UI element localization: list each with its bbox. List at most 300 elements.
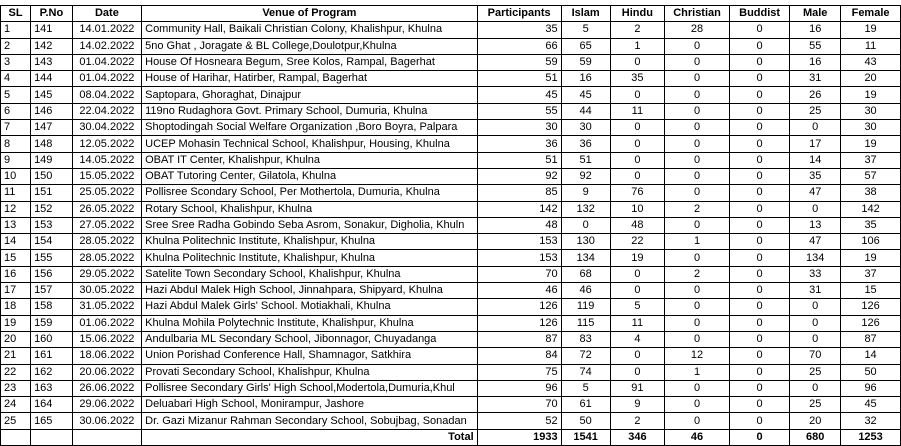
cell-female: 30 [841, 103, 901, 119]
table-row [1, 315, 901, 331]
cell-female: 19 [841, 87, 901, 103]
cell-venue: Pollisree Scondary School, Per Mothertola, Dumuria, Khulna [142, 185, 478, 201]
table-row [1, 380, 901, 396]
cell-male: 25 [790, 103, 841, 119]
cell-christian: 0 [665, 168, 730, 184]
cell-female: 87 [841, 331, 901, 347]
cell-venue: Khulna Politechnic Institute, Khalishpur, Khulna [142, 250, 478, 266]
table-row [1, 120, 901, 136]
cell-pno: 160 [31, 331, 73, 347]
total-row [1, 429, 901, 445]
cell-hindu: 91 [610, 380, 664, 396]
cell-pno: 144 [31, 71, 73, 87]
table-row [1, 250, 901, 266]
cell-islam: 72 [561, 348, 610, 364]
cell-venue: Khulna Mohila Polytechnic Institute, Khalishpur, Khulna [142, 315, 478, 331]
table-row [1, 331, 901, 347]
cell-participants: 59 [477, 54, 561, 70]
cell-venue: 119no Rudaghora Govt. Primary School, Dumuria, Khulna [142, 103, 478, 119]
cell-date: 18.06.2022 [72, 348, 141, 364]
cell-participants: 70 [477, 266, 561, 282]
cell-hindu: 0 [610, 136, 664, 152]
cell-venue: Saptopara, Ghoraghat, Dinajpur [142, 87, 478, 103]
cell-christian: 0 [665, 299, 730, 315]
cell-male: 35 [790, 168, 841, 184]
cell-participants: 92 [477, 168, 561, 184]
cell-islam: 130 [561, 234, 610, 250]
cell-date: 01.04.2022 [72, 71, 141, 87]
cell-male: 55 [790, 38, 841, 54]
cell-christian: 2 [665, 201, 730, 217]
cell-christian: 0 [665, 136, 730, 152]
cell-participants: 45 [477, 87, 561, 103]
cell-female: 37 [841, 266, 901, 282]
cell-female: 57 [841, 168, 901, 184]
cell-sl: 21 [1, 348, 31, 364]
cell-islam: 30 [561, 120, 610, 136]
table-row [1, 22, 901, 38]
cell-hindu: 0 [610, 87, 664, 103]
cell-male: 13 [790, 217, 841, 233]
cell-christian: 0 [665, 413, 730, 429]
cell-islam: 83 [561, 331, 610, 347]
cell-sl: 3 [1, 54, 31, 70]
cell-date: 31.05.2022 [72, 299, 141, 315]
cell-christian: 0 [665, 217, 730, 233]
cell-female: 126 [841, 315, 901, 331]
table-row [1, 185, 901, 201]
cell-pno: 161 [31, 348, 73, 364]
cell-christian: 28 [665, 22, 730, 38]
cell-hindu: 10 [610, 201, 664, 217]
cell-venue: Sree Sree Radha Gobindo Seba Asrom, Sonakur, Digholia, Khuln [142, 217, 478, 233]
cell-islam: 46 [561, 283, 610, 299]
header-participants: Participants [477, 6, 561, 22]
cell-pno: 149 [31, 152, 73, 168]
cell-hindu: 0 [610, 364, 664, 380]
cell-venue: Khulna Politechnic Institute, Khalishpur, Khulna [142, 234, 478, 250]
cell-hindu: 4 [610, 331, 664, 347]
cell-male: 0 [790, 120, 841, 136]
cell-christian: 0 [665, 283, 730, 299]
cell-christian: 12 [665, 348, 730, 364]
table-row [1, 87, 901, 103]
cell-female: 19 [841, 22, 901, 38]
cell-sl: 14 [1, 234, 31, 250]
cell-male: 47 [790, 185, 841, 201]
cell-christian: 1 [665, 364, 730, 380]
cell-pno: 143 [31, 54, 73, 70]
table-row [1, 152, 901, 168]
cell-buddist: 0 [729, 38, 789, 54]
cell-female: 11 [841, 38, 901, 54]
cell-sl: 12 [1, 201, 31, 217]
cell-participants: 126 [477, 299, 561, 315]
cell-buddist: 0 [729, 364, 789, 380]
cell-pno: 157 [31, 283, 73, 299]
cell-participants: 55 [477, 103, 561, 119]
table-row [1, 136, 901, 152]
cell-hindu: 0 [610, 266, 664, 282]
cell-date: 28.05.2022 [72, 250, 141, 266]
cell-venue: Union Porishad Conference Hall, Shamnagor, Satkhira [142, 348, 478, 364]
cell-hindu: 5 [610, 299, 664, 315]
cell-islam: 134 [561, 250, 610, 266]
cell-buddist: 0 [729, 168, 789, 184]
total-sl [1, 429, 31, 445]
cell-male: 70 [790, 348, 841, 364]
cell-date: 14.02.2022 [72, 38, 141, 54]
cell-islam: 9 [561, 185, 610, 201]
table-row [1, 266, 901, 282]
cell-date: 12.05.2022 [72, 136, 141, 152]
cell-date: 01.04.2022 [72, 54, 141, 70]
cell-christian: 0 [665, 103, 730, 119]
table-row [1, 348, 901, 364]
cell-buddist: 0 [729, 54, 789, 70]
table-row [1, 71, 901, 87]
cell-venue: Deluabari High School, Monirampur, Jashore [142, 397, 478, 413]
cell-islam: 44 [561, 103, 610, 119]
cell-sl: 18 [1, 299, 31, 315]
cell-hindu: 2 [610, 22, 664, 38]
header-christian: Christian [665, 6, 730, 22]
cell-islam: 74 [561, 364, 610, 380]
cell-pno: 141 [31, 22, 73, 38]
cell-hindu: 35 [610, 71, 664, 87]
header-sl: SL [1, 6, 31, 22]
cell-islam: 65 [561, 38, 610, 54]
cell-female: 19 [841, 250, 901, 266]
cell-buddist: 0 [729, 103, 789, 119]
table-row [1, 283, 901, 299]
cell-sl: 24 [1, 397, 31, 413]
cell-buddist: 0 [729, 266, 789, 282]
cell-female: 38 [841, 185, 901, 201]
cell-islam: 59 [561, 54, 610, 70]
cell-sl: 16 [1, 266, 31, 282]
cell-participants: 153 [477, 250, 561, 266]
cell-islam: 68 [561, 266, 610, 282]
cell-sl: 20 [1, 331, 31, 347]
total-male: 680 [790, 429, 841, 445]
cell-buddist: 0 [729, 22, 789, 38]
cell-pno: 152 [31, 201, 73, 217]
cell-male: 0 [790, 331, 841, 347]
cell-date: 28.05.2022 [72, 234, 141, 250]
cell-christian: 0 [665, 54, 730, 70]
cell-buddist: 0 [729, 234, 789, 250]
cell-date: 15.05.2022 [72, 168, 141, 184]
cell-sl: 1 [1, 22, 31, 38]
cell-christian: 0 [665, 71, 730, 87]
cell-sl: 17 [1, 283, 31, 299]
cell-date: 30.05.2022 [72, 283, 141, 299]
cell-venue: Pollisree Secondary Girls' High School,Modertola,Dumuria,Khul [142, 380, 478, 396]
cell-female: 43 [841, 54, 901, 70]
total-pno [31, 429, 73, 445]
cell-male: 14 [790, 152, 841, 168]
total-buddist: 0 [729, 429, 789, 445]
cell-participants: 46 [477, 283, 561, 299]
cell-date: 30.04.2022 [72, 120, 141, 136]
cell-participants: 96 [477, 380, 561, 396]
cell-female: 96 [841, 380, 901, 396]
cell-hindu: 76 [610, 185, 664, 201]
table-row [1, 38, 901, 54]
cell-christian: 0 [665, 38, 730, 54]
cell-christian: 2 [665, 266, 730, 282]
cell-male: 17 [790, 136, 841, 152]
total-label: Total [142, 429, 478, 445]
cell-participants: 52 [477, 413, 561, 429]
cell-hindu: 22 [610, 234, 664, 250]
cell-participants: 51 [477, 71, 561, 87]
cell-venue: Hazi Abdul Malek High School, Jinnahpara, Shipyard, Khulna [142, 283, 478, 299]
cell-participants: 48 [477, 217, 561, 233]
cell-buddist: 0 [729, 315, 789, 331]
cell-hindu: 0 [610, 152, 664, 168]
cell-female: 37 [841, 152, 901, 168]
cell-buddist: 0 [729, 185, 789, 201]
cell-male: 0 [790, 201, 841, 217]
cell-hindu: 0 [610, 283, 664, 299]
cell-date: 15.06.2022 [72, 331, 141, 347]
cell-date: 29.06.2022 [72, 397, 141, 413]
cell-pno: 146 [31, 103, 73, 119]
cell-participants: 126 [477, 315, 561, 331]
cell-christian: 0 [665, 380, 730, 396]
cell-participants: 35 [477, 22, 561, 38]
cell-pno: 153 [31, 217, 73, 233]
cell-buddist: 0 [729, 413, 789, 429]
header-row [1, 6, 901, 22]
cell-islam: 16 [561, 71, 610, 87]
cell-islam: 0 [561, 217, 610, 233]
cell-hindu: 0 [610, 168, 664, 184]
cell-pno: 165 [31, 413, 73, 429]
cell-sl: 15 [1, 250, 31, 266]
cell-venue: Rotary School, Khalishpur, Khulna [142, 201, 478, 217]
cell-date: 20.06.2022 [72, 364, 141, 380]
cell-date: 08.04.2022 [72, 87, 141, 103]
cell-hindu: 9 [610, 397, 664, 413]
cell-sl: 9 [1, 152, 31, 168]
cell-pno: 154 [31, 234, 73, 250]
table-row [1, 168, 901, 184]
cell-buddist: 0 [729, 152, 789, 168]
table-row [1, 413, 901, 429]
cell-participants: 70 [477, 397, 561, 413]
cell-buddist: 0 [729, 397, 789, 413]
header-date: Date [72, 6, 141, 22]
cell-islam: 36 [561, 136, 610, 152]
cell-male: 31 [790, 71, 841, 87]
cell-islam: 119 [561, 299, 610, 315]
cell-sl: 23 [1, 380, 31, 396]
cell-date: 29.05.2022 [72, 266, 141, 282]
cell-pno: 164 [31, 397, 73, 413]
cell-islam: 132 [561, 201, 610, 217]
cell-female: 32 [841, 413, 901, 429]
cell-female: 30 [841, 120, 901, 136]
program-table [0, 5, 901, 446]
total-participants: 1933 [477, 429, 561, 445]
cell-venue: 5no Ghat , Joragate & BL College,Doulotpur,Khulna [142, 38, 478, 54]
cell-christian: 0 [665, 120, 730, 136]
cell-sl: 6 [1, 103, 31, 119]
total-female: 1253 [841, 429, 901, 445]
cell-participants: 84 [477, 348, 561, 364]
cell-christian: 0 [665, 152, 730, 168]
cell-venue: Hazi Abdul Malek Girls' School. Motiakhali, Khulna [142, 299, 478, 315]
table-row [1, 234, 901, 250]
cell-participants: 30 [477, 120, 561, 136]
cell-date: 14.01.2022 [72, 22, 141, 38]
cell-islam: 61 [561, 397, 610, 413]
cell-male: 16 [790, 22, 841, 38]
cell-date: 27.05.2022 [72, 217, 141, 233]
cell-islam: 92 [561, 168, 610, 184]
cell-islam: 45 [561, 87, 610, 103]
cell-female: 50 [841, 364, 901, 380]
total-date [72, 429, 141, 445]
cell-christian: 1 [665, 234, 730, 250]
cell-female: 126 [841, 299, 901, 315]
cell-female: 142 [841, 201, 901, 217]
cell-pno: 148 [31, 136, 73, 152]
cell-participants: 87 [477, 331, 561, 347]
cell-male: 33 [790, 266, 841, 282]
cell-participants: 51 [477, 152, 561, 168]
cell-hindu: 1 [610, 38, 664, 54]
cell-sl: 7 [1, 120, 31, 136]
cell-venue: Provati Secondary School, Khalishpur, Khulna [142, 364, 478, 380]
cell-pno: 155 [31, 250, 73, 266]
total-islam: 1541 [561, 429, 610, 445]
cell-male: 0 [790, 380, 841, 396]
cell-participants: 85 [477, 185, 561, 201]
cell-female: 15 [841, 283, 901, 299]
table-row [1, 299, 901, 315]
cell-male: 31 [790, 283, 841, 299]
cell-buddist: 0 [729, 283, 789, 299]
header-hindu: Hindu [610, 6, 664, 22]
cell-female: 19 [841, 136, 901, 152]
cell-hindu: 0 [610, 348, 664, 364]
cell-female: 45 [841, 397, 901, 413]
cell-venue: House Of Hosneara Begum, Sree Kolos, Rampal, Bagerhat [142, 54, 478, 70]
cell-pno: 159 [31, 315, 73, 331]
cell-buddist: 0 [729, 201, 789, 217]
cell-sl: 25 [1, 413, 31, 429]
cell-pno: 142 [31, 38, 73, 54]
cell-male: 25 [790, 364, 841, 380]
header-pno: P.No [31, 6, 73, 22]
cell-venue: Satelite Town Secondary School, Khalishpur, Khulna [142, 266, 478, 282]
total-christian: 46 [665, 429, 730, 445]
header-male: Male [790, 6, 841, 22]
table-row [1, 217, 901, 233]
cell-venue: House of Harihar, Hatirber, Rampal, Bagerhat [142, 71, 478, 87]
cell-buddist: 0 [729, 217, 789, 233]
cell-male: 47 [790, 234, 841, 250]
cell-buddist: 0 [729, 348, 789, 364]
cell-islam: 51 [561, 152, 610, 168]
cell-pno: 163 [31, 380, 73, 396]
cell-date: 30.06.2022 [72, 413, 141, 429]
cell-venue: OBAT IT Center, Khalishpur, Khulna [142, 152, 478, 168]
cell-hindu: 0 [610, 54, 664, 70]
cell-islam: 50 [561, 413, 610, 429]
total-hindu: 346 [610, 429, 664, 445]
cell-male: 16 [790, 54, 841, 70]
cell-islam: 115 [561, 315, 610, 331]
cell-date: 26.06.2022 [72, 380, 141, 396]
header-female: Female [841, 6, 901, 22]
cell-buddist: 0 [729, 299, 789, 315]
cell-male: 0 [790, 299, 841, 315]
cell-venue: Dr. Gazi Mizanur Rahman Secondary School, Sobujbag, Sonadan [142, 413, 478, 429]
cell-sl: 2 [1, 38, 31, 54]
cell-pno: 147 [31, 120, 73, 136]
cell-venue: Andulbaria ML Secondary School, Jibonnagor, Chuyadanga [142, 331, 478, 347]
cell-date: 25.05.2022 [72, 185, 141, 201]
cell-hindu: 48 [610, 217, 664, 233]
cell-hindu: 19 [610, 250, 664, 266]
cell-participants: 142 [477, 201, 561, 217]
cell-christian: 0 [665, 397, 730, 413]
cell-venue: UCEP Mohasin Technical School, Khalishpur, Housing, Khulna [142, 136, 478, 152]
cell-venue: OBAT Tutoring Center, Gilatola, Khulna [142, 168, 478, 184]
cell-sl: 10 [1, 168, 31, 184]
cell-islam: 5 [561, 22, 610, 38]
cell-christian: 0 [665, 331, 730, 347]
cell-male: 26 [790, 87, 841, 103]
cell-pno: 145 [31, 87, 73, 103]
cell-buddist: 0 [729, 120, 789, 136]
cell-hindu: 0 [610, 120, 664, 136]
cell-date: 14.05.2022 [72, 152, 141, 168]
cell-buddist: 0 [729, 331, 789, 347]
cell-sl: 22 [1, 364, 31, 380]
cell-christian: 0 [665, 185, 730, 201]
cell-female: 35 [841, 217, 901, 233]
cell-christian: 0 [665, 315, 730, 331]
cell-male: 20 [790, 413, 841, 429]
cell-male: 25 [790, 397, 841, 413]
cell-buddist: 0 [729, 380, 789, 396]
cell-hindu: 11 [610, 315, 664, 331]
cell-pno: 151 [31, 185, 73, 201]
table-row [1, 54, 901, 70]
cell-participants: 66 [477, 38, 561, 54]
cell-buddist: 0 [729, 250, 789, 266]
cell-date: 22.04.2022 [72, 103, 141, 119]
cell-male: 0 [790, 315, 841, 331]
header-venue: Venue of Program [142, 6, 478, 22]
cell-male: 134 [790, 250, 841, 266]
cell-female: 14 [841, 348, 901, 364]
cell-sl: 4 [1, 71, 31, 87]
cell-islam: 5 [561, 380, 610, 396]
cell-venue: Community Hall, Baikali Christian Colony, Khalishpur, Khulna [142, 22, 478, 38]
cell-pno: 156 [31, 266, 73, 282]
table-row [1, 364, 901, 380]
cell-hindu: 2 [610, 413, 664, 429]
cell-participants: 153 [477, 234, 561, 250]
cell-sl: 5 [1, 87, 31, 103]
